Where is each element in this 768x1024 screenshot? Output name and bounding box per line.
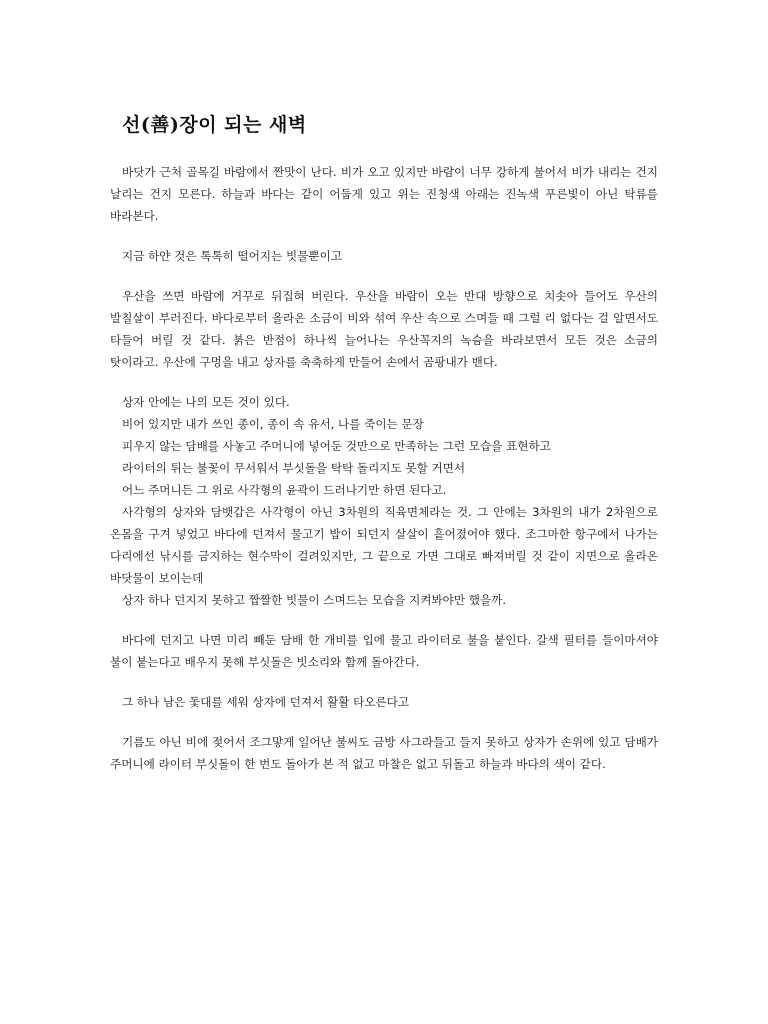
list-line: 상자 안에는 나의 모든 것이 있다. <box>122 395 290 409</box>
paragraph: 바다에 던지고 나면 미리 빼둔 담배 한 개비를 입에 물고 라이터로 불을 붙인다. 갈색 필터를 들이마셔야 불이 붙는다고 배우지 못해 부싯돌은 빗소리와 함께 돌아간다. <box>110 633 658 669</box>
paragraph: 기름도 아닌 비에 젖어서 조그맣게 일어난 불씨도 금방 사그라들고 들지 못하고 상자가 손위에 있고 담배가 주머니에 라이터 부싯돌이 한 번도 돌아가 본 적 없고 마찰은 없고 뒤돌고 하늘과 바다의 색이 같다. <box>110 735 658 771</box>
document-page <box>110 110 658 793</box>
document-title: 선(善)장이 되는 새벽 <box>122 114 307 136</box>
list-block <box>110 391 658 611</box>
paragraph: 지금 하얀 것은 톡톡히 떨어지는 빗물뿐이고 <box>122 249 343 263</box>
list-line: 상자 하나 던지지 못하고 짭짤한 빗물이 스며드는 모습을 지켜봐야만 했을까. <box>122 593 507 607</box>
list-line: 피우지 않는 담배를 사놓고 주머니에 넣어둔 것만으로 만족하는 그런 모습을 표현하고 <box>122 439 551 453</box>
paragraph: 그 하나 남은 돛대를 세워 상자에 던져서 활활 타오른다고 <box>122 695 410 709</box>
list-line: 비어 있지만 내가 쓰인 종이, 종이 속 유서, 나를 죽이는 문장 <box>122 417 424 431</box>
list-line: 라이터의 튀는 불꽃이 무서워서 부싯돌을 탁탁 돌리지도 못할 거면서 <box>122 461 466 475</box>
list-paragraph: 사각형의 상자와 담뱃갑은 사각형이 아닌 3차원의 직육면체라는 것. 그 안에는 3차원의 내가 2차원으로 온몸을 구겨 넣었고 바다에 던져서 물고기 밥이 되던지 살살이 흩어졌어야 했다. 조그마한 항구에서 나가는 다리에선 낚시를 금지하는 현수막이 걸려있지만, 그 끝으로 가면 그대로 빠져버릴 것 같이 지면으로 올라온 바닷물이 보이는데 <box>110 505 658 585</box>
paragraph: 바닷가 근처 골목길 바람에서 짠맛이 난다. 비가 오고 있지만 바람이 너무 강하게 불어서 비가 내리는 건지 날리는 건지 모른다. 하늘과 바다는 같이 어둡게 있고 위는 진청색 아래는 진녹색 푸른빛이 아닌 탁류를 바라본다. <box>110 165 658 223</box>
list-line: 어느 주머니든 그 위로 사각형의 윤곽이 드러나기만 하면 된다고. <box>122 483 447 497</box>
paragraph: 우산을 쓰면 바람에 거꾸로 뒤집혀 버린다. 우산을 바람이 오는 반대 방향으로 치솟아 들어도 우산의 발칠살이 부러진다. 바다로부터 올라온 소금이 비와 섞여 우산 속으로 스며들 때 그럴 리 없다는 걸 알면서도 타들어 버릴 것 같다. 붉은 반점이 하나씩 늘어나는 우산꼭지의 녹슴을 바라보면서 모든 것은 소금의 탓이라고. 우산에 구멍을 내고 상자를 축축하게 만들어 손에서 곰팡내가 밴다. <box>110 289 658 369</box>
